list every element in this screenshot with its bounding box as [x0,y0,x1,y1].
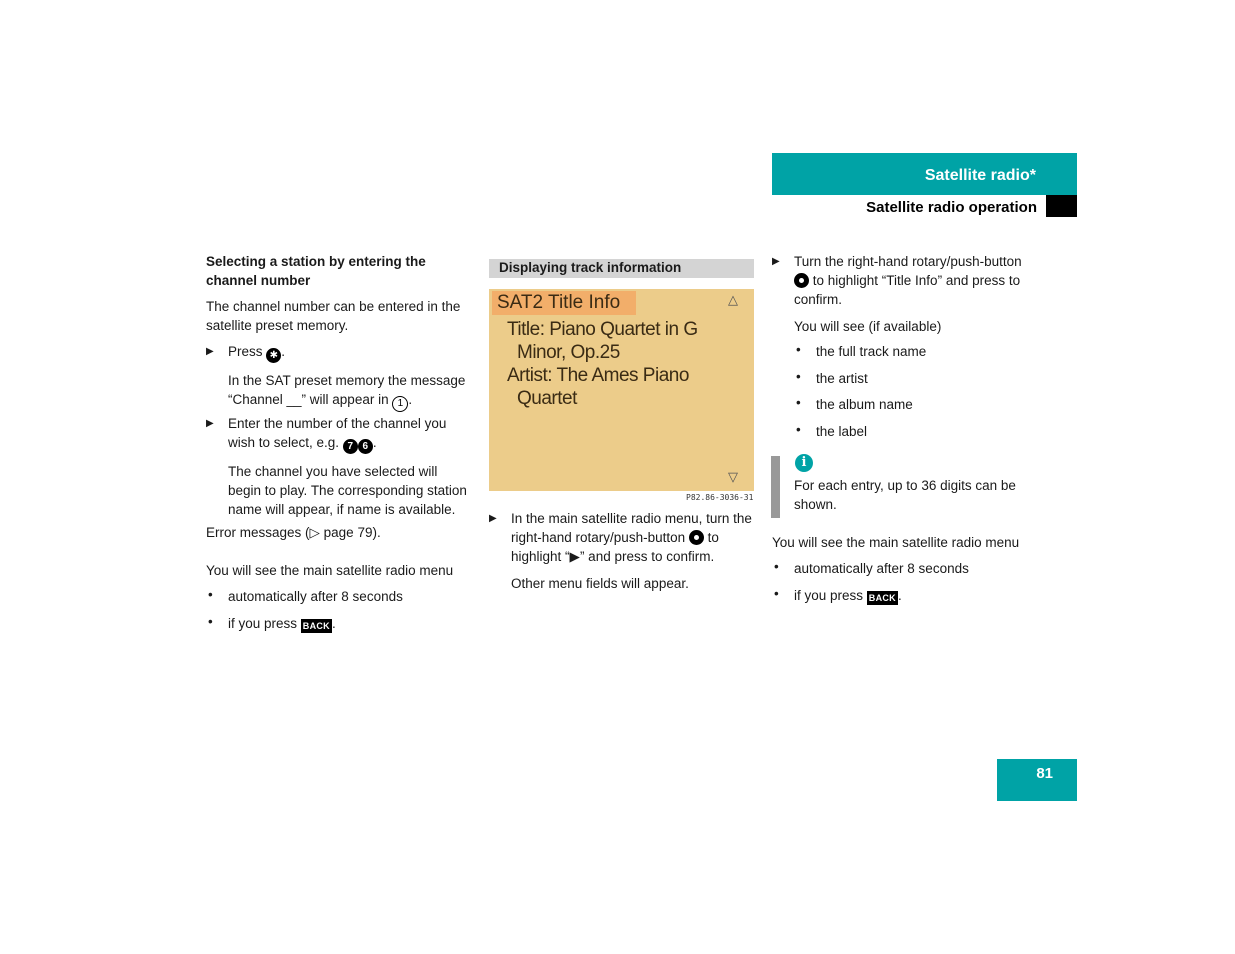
screen-line-title: Title: Piano Quartet in G [507,319,698,340]
step-arrow-icon: ▶ [206,418,214,429]
bullet-dot: • [796,369,801,384]
middle-step-a: In the main satellite radio menu, turn the right-hand rotary/push-button [511,511,752,545]
back-key-icon: BACK [868,593,896,603]
middle-step-result: Other menu fields will appear. [511,576,689,591]
screen-title: SAT2 Title Info [497,292,621,313]
step2-result: The channel you have selected will begin to play. The corresponding station name will appear, if name is available. [228,464,467,517]
step1-result [228,371,473,412]
bullet-dot: • [774,559,779,574]
bullet2-prefix: if you press [228,616,301,631]
left-step1 [228,342,473,412]
bullet2-suffix: . [331,616,336,631]
section-title: Satellite radio* [924,167,1036,184]
left-tail [206,523,471,580]
bullet-dot: • [796,422,801,437]
info-item-label: the label [816,424,868,439]
back-key-icon: BACK [302,621,330,631]
figure-id: P82.86-3036-31 [686,493,754,502]
right-result-intro: You will see (if available) [794,319,942,334]
info-note: For each entry, up to 36 digits can be shown. [794,478,1016,512]
step1-result-b: “Channel __” will appear in [228,392,393,407]
right-step-a: Turn the right-hand rotary/push-button [794,254,1022,269]
main-menu-text: You will see the main satellite radio menu [206,563,454,578]
thumb-tab-marker [1046,195,1077,217]
key-6-icon: 6 [358,439,373,454]
right-main-menu-text: You will see the main satellite radio menu [772,535,1020,550]
middle-step [511,509,754,593]
scroll-up-icon: △ [728,292,738,307]
left-bullet2 [228,614,473,633]
step2-suffix: . [372,435,377,450]
left-column [206,252,471,335]
info-item-artist: the artist [816,371,868,386]
bullet-dot: • [208,614,213,629]
middle-step-b: to highlight “ [511,530,719,564]
play-icon: ▶ [569,549,580,564]
step1-result-a: In the SAT preset memory the message [228,373,466,388]
bullet2-suffix: . [897,588,902,603]
rotary-button-icon [689,530,704,545]
left-step2 [228,414,471,519]
bullet-dot: • [796,342,801,357]
bullet2-prefix: if you press [794,588,867,603]
bullet-dot: • [774,586,779,601]
error-messages-ref: Error messages (▷ page 79). [206,525,381,540]
left-heading: Selecting a station by entering the channel number [206,254,426,288]
right-bullet2 [794,586,1039,605]
right-step-b: to highlight “Title Info” and press to confirm. [794,273,1021,307]
info-item-track: the full track name [816,344,927,359]
right-bullet1: automatically after 8 seconds [794,561,969,576]
display-ref-1-icon: 1 [392,396,408,412]
step-arrow-icon: ▶ [489,513,497,524]
note-bar [771,456,780,518]
key-7-icon: 7 [343,439,358,454]
info-icon: i [795,454,813,472]
bullet-dot: • [208,587,213,602]
step1-suffix: . [281,344,286,359]
left-bullet1: automatically after 8 seconds [228,589,403,604]
step1-result-c: . [408,392,413,407]
scroll-down-icon: ▽ [728,469,738,484]
step1-prefix: Press [228,344,267,359]
right-step [794,252,1039,336]
page-number: 81 [1036,765,1053,782]
bullet-dot: • [796,395,801,410]
subsection-title: Satellite radio operation [866,199,1037,216]
screen-line-artist-cont: Quartet [517,388,577,409]
rotary-button-icon [794,273,809,288]
screen-line-title-cont: Minor, Op.25 [517,342,620,363]
star-key-icon: ✱ [266,348,281,363]
left-intro: The channel number can be entered in the satellite preset memory. [206,299,461,333]
middle-step-c: ” and press to confirm. [579,549,715,564]
step2-text: Enter the number of the channel you wish to select, e.g. [228,416,447,450]
step-arrow-icon: ▶ [772,256,780,267]
track-info-heading [489,259,754,278]
info-item-album: the album name [816,397,913,412]
screen-line-artist: Artist: The Ames Piano [507,365,689,386]
step-arrow-icon: ▶ [206,346,214,357]
track-info-heading-label: Displaying track information [499,260,682,275]
